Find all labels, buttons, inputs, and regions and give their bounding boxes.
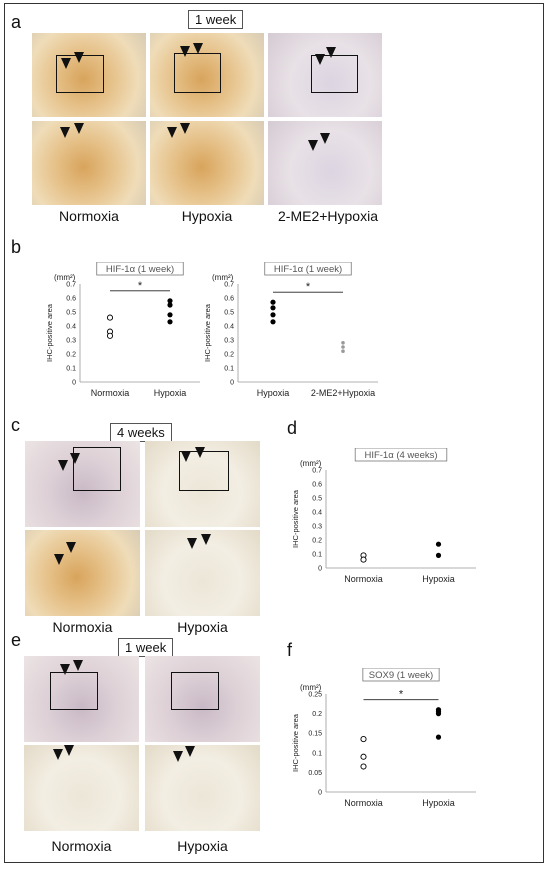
y-tick-label: 0.6 xyxy=(66,295,76,303)
chart-svg-b2 xyxy=(196,262,386,402)
y-tick-label: 0.25 xyxy=(308,691,322,699)
y-tick-label: 0.15 xyxy=(308,730,322,738)
micrograph-e-normoxia-zoom xyxy=(24,745,139,831)
arrowhead-icon xyxy=(53,749,63,760)
arrowhead-icon xyxy=(167,127,177,138)
micrograph-e-hypoxia-zoom xyxy=(145,745,260,831)
data-point xyxy=(361,736,366,741)
arrowhead-icon xyxy=(308,140,318,151)
data-point xyxy=(270,312,275,317)
chart-svg-b1 xyxy=(18,262,208,402)
panel-letter-e: e xyxy=(11,630,22,650)
arrowhead-icon xyxy=(64,745,74,756)
data-point xyxy=(361,557,366,562)
y-tick-label: 0 xyxy=(318,565,322,573)
data-point xyxy=(107,315,112,320)
chart-title: HIF-1α (4 weeks) xyxy=(364,450,438,461)
chart-title: HIF-1α (1 week) xyxy=(105,264,175,275)
arrowhead-icon xyxy=(185,746,195,757)
y-tick-label: 0.1 xyxy=(312,750,322,758)
chart-title: HIF-1α (1 week) xyxy=(273,264,343,275)
y-tick-label: 0.7 xyxy=(66,281,76,289)
time-label-e: 1 week xyxy=(118,638,173,657)
time-label-a: 1 week xyxy=(188,10,243,29)
condition-label-c-hypoxia: Hypoxia xyxy=(177,619,228,635)
micrograph-c-hypoxia-overview xyxy=(145,441,260,527)
data-point xyxy=(167,319,172,324)
micrograph-a-normoxia-overview xyxy=(32,33,146,117)
micrograph-e-hypoxia-overview xyxy=(145,656,260,742)
y-tick-label: 0.2 xyxy=(66,351,76,359)
panel-letter-d: d xyxy=(287,418,298,438)
y-unit-label: (mm²) xyxy=(300,459,322,468)
y-tick-label: 0.2 xyxy=(224,351,234,359)
data-point xyxy=(341,341,345,345)
arrowhead-icon xyxy=(193,43,203,54)
condition-label-e-normoxia: Normoxia xyxy=(51,838,112,854)
y-tick-label: 0.6 xyxy=(224,295,234,303)
y-tick-label: 0.6 xyxy=(312,481,322,489)
chart-f-sox9 xyxy=(286,668,496,838)
micrograph-a-2me2-zoom xyxy=(268,121,382,205)
y-tick-label: 0.2 xyxy=(312,711,322,719)
panel-letter-b: b xyxy=(11,237,22,257)
condition-label-c-normoxia: Normoxia xyxy=(52,619,113,635)
data-point xyxy=(436,542,441,547)
arrowhead-icon xyxy=(181,451,191,462)
y-tick-label: 0.1 xyxy=(224,365,234,373)
x-category-label: Hypoxia xyxy=(422,574,455,584)
y-tick-label: 0 xyxy=(230,379,234,387)
chart-d-4-weeks xyxy=(286,448,496,588)
x-category-label: Hypoxia xyxy=(256,388,290,398)
data-point xyxy=(436,553,441,558)
data-point xyxy=(270,305,275,310)
data-point xyxy=(436,735,441,740)
chart-b-hypoxia-vs-2me2 xyxy=(196,262,386,402)
y-tick-label: 0.4 xyxy=(224,323,234,331)
micrograph-c-normoxia-overview xyxy=(25,441,140,527)
y-unit-label: (mm²) xyxy=(212,273,234,282)
y-tick-label: 0.5 xyxy=(224,309,234,317)
significance-star: * xyxy=(137,279,143,292)
panel-letter-f: f xyxy=(287,640,293,660)
chart-title: SOX9 (1 week) xyxy=(368,670,434,681)
data-point xyxy=(167,312,172,317)
y-tick-label: 0.2 xyxy=(312,537,322,545)
x-category-label: Normoxia xyxy=(344,574,383,584)
y-unit-label: (mm²) xyxy=(54,273,76,282)
y-unit-label: (mm²) xyxy=(300,683,322,692)
x-category-label: Normoxia xyxy=(90,388,130,398)
arrowhead-icon xyxy=(74,123,84,134)
y-tick-label: 0 xyxy=(72,379,76,387)
condition-label-a-normoxia: Normoxia xyxy=(59,208,119,224)
condition-label-e-hypoxia: Hypoxia xyxy=(177,838,228,854)
y-tick-label: 0.4 xyxy=(66,323,76,331)
arrowhead-icon xyxy=(73,660,83,671)
micrograph-a-2me2-overview xyxy=(268,33,382,117)
y-tick-label: 0.7 xyxy=(312,467,322,475)
y-tick-label: 0.3 xyxy=(224,337,234,345)
arrowhead-icon xyxy=(201,534,211,545)
y-axis-label: IHC-positive area xyxy=(45,304,54,362)
y-axis-label: IHC-positive area xyxy=(203,304,212,362)
region-box-icon xyxy=(171,672,219,710)
panel-letter-c: c xyxy=(11,415,20,435)
arrowhead-icon xyxy=(70,453,80,464)
y-axis-label: IHC-positive area xyxy=(291,714,300,772)
condition-label-a-hypoxia: Hypoxia xyxy=(181,208,233,224)
data-point xyxy=(107,333,112,338)
data-point xyxy=(341,349,345,353)
arrowhead-icon xyxy=(66,542,76,553)
x-category-label: Hypoxia xyxy=(422,798,455,808)
arrowhead-icon xyxy=(74,52,84,63)
arrowhead-icon xyxy=(61,58,71,69)
x-category-label: 2-ME2+Hypoxia xyxy=(310,388,376,398)
arrowhead-icon xyxy=(58,460,68,471)
arrowhead-icon xyxy=(195,447,205,458)
arrowhead-icon xyxy=(180,123,190,134)
data-point xyxy=(167,302,172,307)
y-tick-label: 0.3 xyxy=(66,337,76,345)
y-tick-label: 0.4 xyxy=(312,509,322,517)
data-point xyxy=(436,711,441,716)
micrograph-a-hypoxia-overview xyxy=(150,33,264,117)
data-point xyxy=(270,319,275,324)
data-point xyxy=(361,754,366,759)
y-tick-label: 0.1 xyxy=(312,551,322,559)
y-tick-label: 0 xyxy=(318,789,322,797)
region-box-icon xyxy=(73,447,121,491)
micrograph-a-hypoxia-zoom xyxy=(150,121,264,205)
arrowhead-icon xyxy=(315,54,325,65)
significance-star: * xyxy=(305,281,311,294)
chart-b-normoxia-vs-hypoxia xyxy=(18,262,208,402)
y-tick-label: 0.7 xyxy=(224,281,234,289)
y-tick-label: 0.1 xyxy=(66,365,76,373)
chart-svg-f xyxy=(286,668,496,838)
condition-label-a-2me2: 2-ME2+Hypoxia xyxy=(278,208,378,224)
y-tick-label: 0.05 xyxy=(308,769,322,777)
x-category-label: Normoxia xyxy=(344,798,383,808)
arrowhead-icon xyxy=(187,538,197,549)
panel-letter-a: a xyxy=(11,12,22,32)
arrowhead-icon xyxy=(320,133,330,144)
micrograph-a-normoxia-zoom xyxy=(32,121,146,205)
y-tick-label: 0.5 xyxy=(312,495,322,503)
arrowhead-icon xyxy=(54,554,64,565)
y-tick-label: 0.5 xyxy=(66,309,76,317)
data-point xyxy=(341,345,345,349)
data-point xyxy=(361,764,366,769)
arrowhead-icon xyxy=(326,47,336,58)
micrograph-e-normoxia-overview xyxy=(24,656,139,742)
significance-star: * xyxy=(398,688,404,701)
region-box-icon xyxy=(50,672,98,710)
micrograph-c-normoxia-zoom xyxy=(25,530,140,616)
region-box-icon xyxy=(174,53,221,93)
chart-svg-d xyxy=(286,448,496,588)
y-tick-label: 0.3 xyxy=(312,523,322,531)
arrowhead-icon xyxy=(180,46,190,57)
micrograph-c-hypoxia-zoom xyxy=(145,530,260,616)
arrowhead-icon xyxy=(173,751,183,762)
arrowhead-icon xyxy=(60,127,70,138)
y-axis-label: IHC-positive area xyxy=(291,490,300,548)
time-label-c: 4 weeks xyxy=(110,423,172,442)
data-point xyxy=(270,300,275,305)
arrowhead-icon xyxy=(60,664,70,675)
x-category-label: Hypoxia xyxy=(153,388,187,398)
